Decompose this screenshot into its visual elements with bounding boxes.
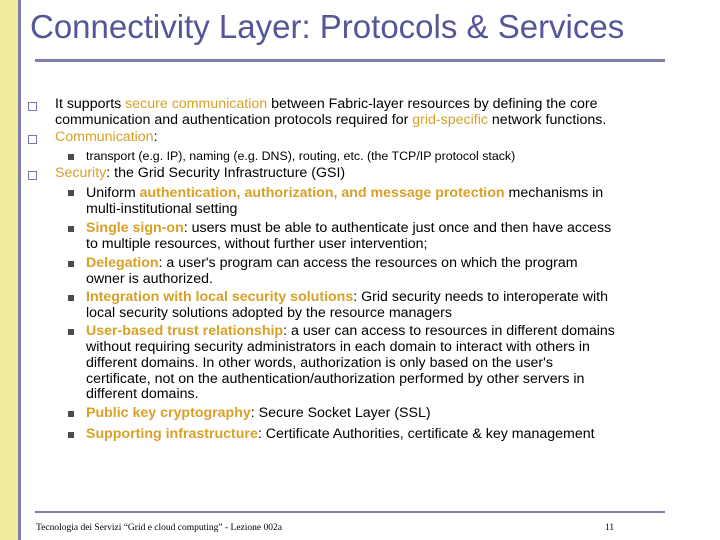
bullet1-line1: It supports secure communication between Fabric-layer resources by defining the core xyxy=(55,96,598,112)
footer-rule xyxy=(35,511,665,513)
security-item-trust-cont4: different domains. xyxy=(86,386,199,402)
security-item-integration-cont: local security solutions adopted by the resource managers xyxy=(86,305,452,321)
sidebar-rule xyxy=(18,0,21,540)
security-item-infrastructure: Supporting infrastructure: Certificate Authorities, certificate & key management xyxy=(86,426,595,442)
security-item-delegation: Delegation: a user's program can access the resources on which the program xyxy=(86,255,578,271)
security-item-delegation-cont: owner is authorized. xyxy=(86,271,213,287)
security-item-auth-cont: multi-institutional setting xyxy=(86,201,238,217)
security-item-trust-cont2: different domains. In other words, authorization is only based on the user's xyxy=(86,355,553,371)
bullet1-line2: communication and authentication protocols required for grid-specific network functions. xyxy=(55,112,607,128)
sub-bullet-icon xyxy=(68,190,74,196)
security-item-auth: Uniform authentication, authorization, and message protection mechanisms in xyxy=(86,185,604,201)
security-item-pki: Public key cryptography: Secure Socket Layer (SSL) xyxy=(86,405,431,421)
sub-bullet-icon xyxy=(68,226,74,232)
security-item-sso: Single sign-on: users must be able to authenticate just once and then have access xyxy=(86,220,612,236)
security-item-trust-cont3: certificate, not on the authentication/authorization performed by other servers in xyxy=(86,371,585,387)
slide-title: Connectivity Layer: Protocols & Services xyxy=(30,8,625,45)
bullet-square-icon xyxy=(28,135,37,144)
bullet3-label: Security: the Grid Security Infrastructure (GSI) xyxy=(55,165,346,181)
sidebar-band xyxy=(0,0,18,540)
security-item-trust: User-based trust relationship: a user can access to resources in different domains xyxy=(86,323,615,339)
title-underline xyxy=(35,59,665,62)
footer-text: Tecnologia dei Servizi “Grid e cloud computing” - Lezione 002a xyxy=(36,523,282,533)
security-item-trust-cont1: without requiring security administrators in each domain to interact with others in xyxy=(86,339,590,355)
sub-bullet-icon xyxy=(68,432,74,438)
security-item-integration: Integration with local security solutions: Grid security needs to interoperate with xyxy=(86,289,608,305)
bullet2-sub: transport (e.g. IP), naming (e.g. DNS), routing, etc. (the TCP/IP protocol stack) xyxy=(86,149,516,163)
sub-bullet-icon xyxy=(68,329,74,335)
page-number: 11 xyxy=(605,523,615,533)
security-item-sso-cont: to multiple resources, without further user intervention; xyxy=(86,236,428,252)
bullet2-label: Communication: xyxy=(55,129,158,145)
bullet-square-icon xyxy=(28,171,37,180)
sub-bullet-icon xyxy=(68,411,74,417)
sub-bullet-icon xyxy=(68,154,74,160)
sub-bullet-icon xyxy=(68,295,74,301)
bullet-square-icon xyxy=(28,102,37,111)
sub-bullet-icon xyxy=(68,261,74,267)
